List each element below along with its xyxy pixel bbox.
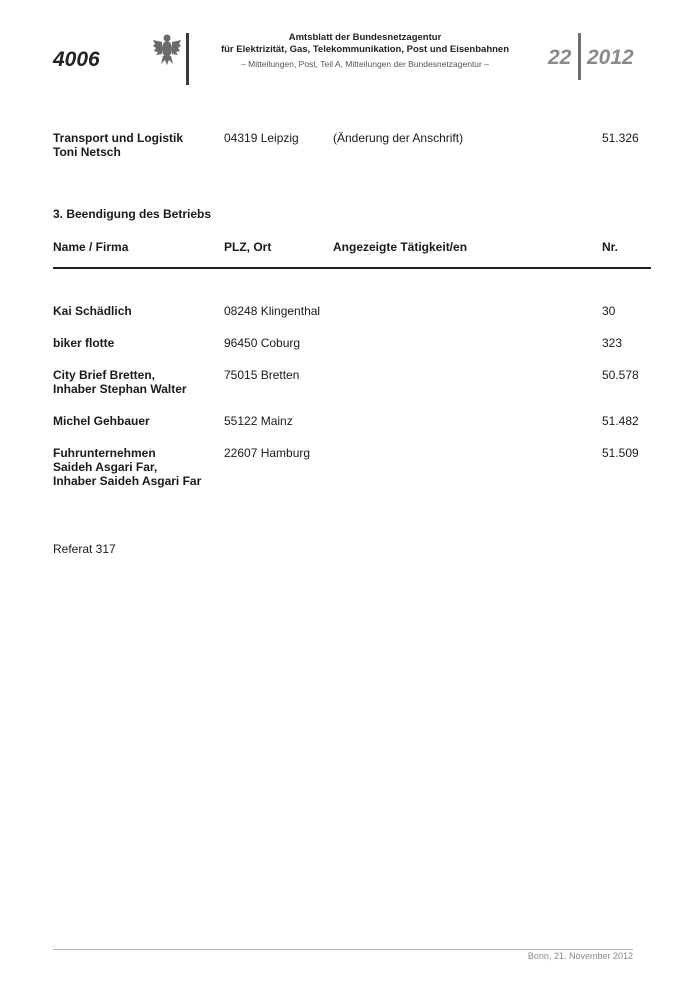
publication-title-line1: Amtsblatt der Bundesnetzagentur bbox=[288, 32, 442, 43]
footer-date: Bonn, 21. November 2012 bbox=[527, 951, 633, 961]
column-header-plz: PLZ, Ort bbox=[224, 240, 272, 254]
top-entry-name-line1: Transport und Logistik bbox=[53, 131, 184, 145]
table-row-name bbox=[53, 446, 218, 488]
table-row-plz: 22607 Hamburg bbox=[224, 446, 311, 460]
table-row-name-line2: Inhaber Stephan Walter bbox=[53, 382, 187, 396]
footer-rule bbox=[53, 949, 633, 950]
table-row-nr: 50.578 bbox=[602, 368, 639, 382]
issue-year: 2012 bbox=[587, 46, 634, 69]
publication-title-line2: für Elektrizität, Gas, Telekommunikation, Post und Eisenbahnen bbox=[220, 43, 510, 55]
top-entry-name-line2: Toni Netsch bbox=[53, 145, 121, 159]
publication-title bbox=[200, 32, 530, 55]
column-header-activity: Angezeigte Tätigkeit/en bbox=[333, 240, 468, 254]
table-row-name-line2: Saideh Asgari Far, bbox=[53, 460, 158, 474]
table-row-nr: 51.482 bbox=[602, 414, 639, 428]
column-header-name: Name / Firma bbox=[53, 240, 129, 254]
table-row-nr: 30 bbox=[602, 304, 616, 318]
top-entry-activity: (Änderung der Anschrift) bbox=[333, 131, 464, 145]
table-row-name-line1: Fuhrunternehmen bbox=[53, 446, 156, 460]
federal-eagle-icon bbox=[152, 32, 182, 66]
section-title: 3. Beendigung des Betriebs bbox=[53, 207, 212, 221]
referat-note: Referat 317 bbox=[53, 542, 116, 556]
issue-divider bbox=[578, 33, 581, 80]
publication-subtitle: – Mitteilungen, Post, Teil A, Mitteilungen der Bundesnetzagentur – bbox=[241, 59, 489, 69]
page-number: 4006 bbox=[53, 48, 100, 71]
table-row-name: biker flotte bbox=[53, 336, 115, 350]
table-row-name: Kai Schädlich bbox=[53, 304, 132, 318]
table-row-name-line3: Inhaber Saideh Asgari Far bbox=[53, 474, 202, 488]
table-row-name: Michel Gehbauer bbox=[53, 414, 150, 428]
table-row-plz: 55122 Mainz bbox=[224, 414, 293, 428]
top-entry-name bbox=[53, 131, 218, 159]
header-divider bbox=[186, 33, 189, 85]
table-row-plz: 08248 Klingenthal bbox=[224, 304, 321, 318]
table-row-plz: 75015 Bretten bbox=[224, 368, 300, 382]
table-row-plz: 96450 Coburg bbox=[224, 336, 301, 350]
table-row-name-line1: City Brief Bretten, bbox=[53, 368, 156, 382]
column-header-nr: Nr. bbox=[602, 240, 619, 254]
header-rule bbox=[53, 267, 651, 269]
table-row-name bbox=[53, 368, 218, 396]
table-row-nr: 323 bbox=[602, 336, 623, 350]
issue-number: 22 bbox=[548, 46, 572, 69]
table-row-nr: 51.509 bbox=[602, 446, 639, 460]
top-entry-plz: 04319 Leipzig bbox=[224, 131, 299, 145]
top-entry-nr: 51.326 bbox=[602, 131, 639, 145]
